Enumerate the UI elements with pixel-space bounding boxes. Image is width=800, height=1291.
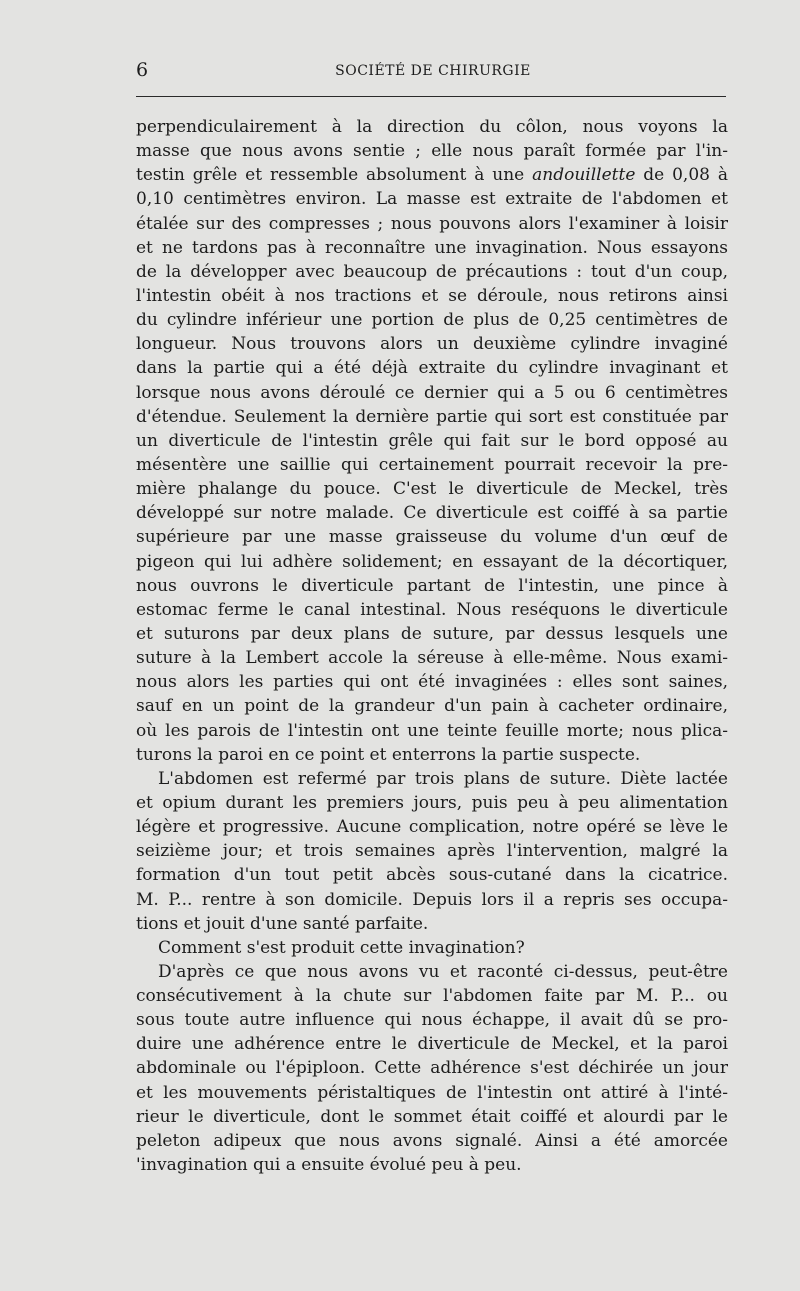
header-rule [136, 96, 726, 97]
text-segment: peleton adipeux que nous avons signalé. Ainsi a été amorcée [136, 1130, 728, 1151]
text-line [136, 1008, 728, 1032]
text-segment: D'après ce que nous avons vu et raconté ci-dessus, peut-être [158, 961, 728, 982]
text-line [136, 646, 728, 670]
text-line [136, 260, 728, 284]
text-segment: et suturons par deux plans de suture, par dessus lesquels une [136, 623, 728, 644]
text-segment: où les parois de l'intestin ont une teinte feuille morte; nous plica- [136, 720, 728, 741]
text-line [136, 743, 728, 767]
italic-word: andouillette [532, 165, 636, 186]
text-line [136, 767, 728, 791]
text-line [136, 670, 728, 694]
text-line [136, 332, 728, 356]
text-line [136, 694, 728, 718]
text-segment: L'abdomen est refermé par trois plans de suture. Diète lactée [158, 768, 728, 789]
text-segment: turons la paroi en ce point et enterrons la partie suspecte. [136, 744, 641, 765]
text-line [136, 984, 728, 1008]
text-line [136, 598, 728, 622]
text-line [136, 356, 728, 380]
text-segment: sous toute autre influence qui nous échappe, il avait dû se pro- [136, 1010, 728, 1031]
text-segment: M. P... rentre à son domicile. Depuis lors il a repris ses occupa- [136, 889, 728, 910]
text-line [136, 936, 728, 960]
text-segment: sauf en un point de la grandeur d'un pain à cacheter ordinaire, [136, 696, 728, 717]
text-line [136, 791, 728, 815]
text-segment: mésentère une saillie qui certainement pourrait recevoir la pre- [136, 454, 728, 475]
text-segment: lorsque nous avons déroulé ce dernier qui a 5 ou 6 centimètres [136, 382, 728, 403]
text-segment: 0,10 centimètres environ. La masse est extraite de l'abdomen et [136, 189, 728, 210]
text-line [136, 501, 728, 525]
text-line [136, 236, 728, 260]
text-line [136, 912, 728, 936]
page-header [0, 58, 800, 84]
text-line [136, 139, 728, 163]
text-segment: suture à la Lembert accole la séreuse à elle-même. Nous exami- [136, 648, 728, 669]
text-segment: un diverticule de l'intestin grêle qui fait sur le bord opposé au [136, 430, 728, 451]
text-line [136, 1105, 728, 1129]
text-segment: rieur le diverticule, dont le sommet était coiffé et alourdi par le [136, 1106, 728, 1127]
text-segment: supérieure par une masse graisseuse du volume d'un œuf de [136, 527, 728, 548]
text-line [136, 187, 728, 211]
text-line [136, 1129, 728, 1153]
text-segment: pigeon qui lui adhère solidement; en essayant de la décortiquer, [136, 551, 728, 572]
text-segment: nous alors les parties qui ont été invaginées : elles sont saines, [136, 672, 728, 693]
text-segment: estomac ferme le canal intestinal. Nous reséquons le diverticule [136, 599, 728, 620]
text-line [136, 284, 728, 308]
text-segment: perpendiculairement à la direction du côlon, nous voyons la [136, 117, 728, 137]
text-segment: et ne tardons pas à reconnaître une invagination. Nous essayons [136, 237, 728, 258]
text-line [136, 525, 728, 549]
text-segment: seizième jour; et trois semaines après l'intervention, malgré la [136, 841, 728, 862]
text-segment: abdominale ou l'épiploon. Cette adhérence s'est déchirée un jour [136, 1058, 728, 1079]
text-segment: 'invagination qui a ensuite évolué peu à peu. [136, 1155, 522, 1176]
text-line [136, 1153, 728, 1177]
text-line [136, 212, 728, 236]
text-segment: consécutivement à la chute sur l'abdomen faite par M. P... ou [136, 986, 728, 1007]
text-segment: nous ouvrons le diverticule partant de l'intestin, une pince à [136, 575, 728, 596]
text-segment: étalée sur des compresses ; nous pouvons alors l'examiner à loisir [136, 213, 728, 234]
text-line [136, 888, 728, 912]
text-line [136, 381, 728, 405]
text-line [136, 308, 728, 332]
text-line [136, 477, 728, 501]
text-segment: tions et jouit d'une santé parfaite. [136, 913, 429, 934]
text-segment: duire une adhérence entre le diverticule de Meckel, et la paroi [136, 1034, 728, 1055]
text-line [136, 839, 728, 863]
text-segment: masse que nous avons sentie ; elle nous paraît formée par l'in- [136, 141, 728, 162]
text-line [136, 622, 728, 646]
text-segment: formation d'un tout petit abcès sous-cutané dans la cicatrice. [136, 865, 728, 886]
text-segment: développé sur notre malade. Ce diverticule est coiffé à sa partie [136, 503, 728, 524]
page-number: 6 [136, 59, 149, 81]
text-line [136, 815, 728, 839]
text-line [136, 429, 728, 453]
text-line [136, 163, 728, 187]
text-segment: et opium durant les premiers jours, puis peu à peu alimentation [136, 792, 728, 813]
text-line [136, 863, 728, 887]
running-title: SOCIÉTÉ DE CHIRURGIE [335, 63, 531, 79]
text-segment: Comment s'est produit cette invagination? [158, 937, 525, 958]
text-line [136, 550, 728, 574]
text-line [136, 1056, 728, 1080]
text-segment: l'intestin obéit à nos tractions et se déroule, nous retirons ainsi [136, 285, 728, 306]
text-segment: testin grêle et ressemble absolument à une [136, 165, 533, 186]
text-segment: dans la partie qui a été déjà extraite du cylindre invaginant et [136, 358, 728, 379]
text-line [136, 405, 728, 429]
text-segment: légère et progressive. Aucune complication, notre opéré se lève le [136, 817, 728, 838]
text-segment: du cylindre inférieur une portion de plus de 0,25 centimètres de [136, 310, 728, 331]
text-line [136, 453, 728, 477]
body-text [136, 115, 728, 1177]
text-line [136, 1081, 728, 1105]
text-line [136, 574, 728, 598]
text-segment: longueur. Nous trouvons alors un deuxième cylindre invaginé [136, 334, 728, 355]
text-line [136, 115, 728, 139]
text-segment: de 0,08 à [635, 165, 728, 186]
text-segment: mière phalange du pouce. C'est le diverticule de Meckel, très [136, 479, 728, 500]
text-line [136, 960, 728, 984]
text-segment: et les mouvements péristaltiques de l'intestin ont attiré à l'inté- [136, 1082, 728, 1103]
text-segment: d'étendue. Seulement la dernière partie qui sort est constituée par [136, 406, 728, 427]
text-line [136, 719, 728, 743]
text-line [136, 1032, 728, 1056]
text-segment: de la développer avec beaucoup de précautions : tout d'un coup, [136, 261, 728, 282]
